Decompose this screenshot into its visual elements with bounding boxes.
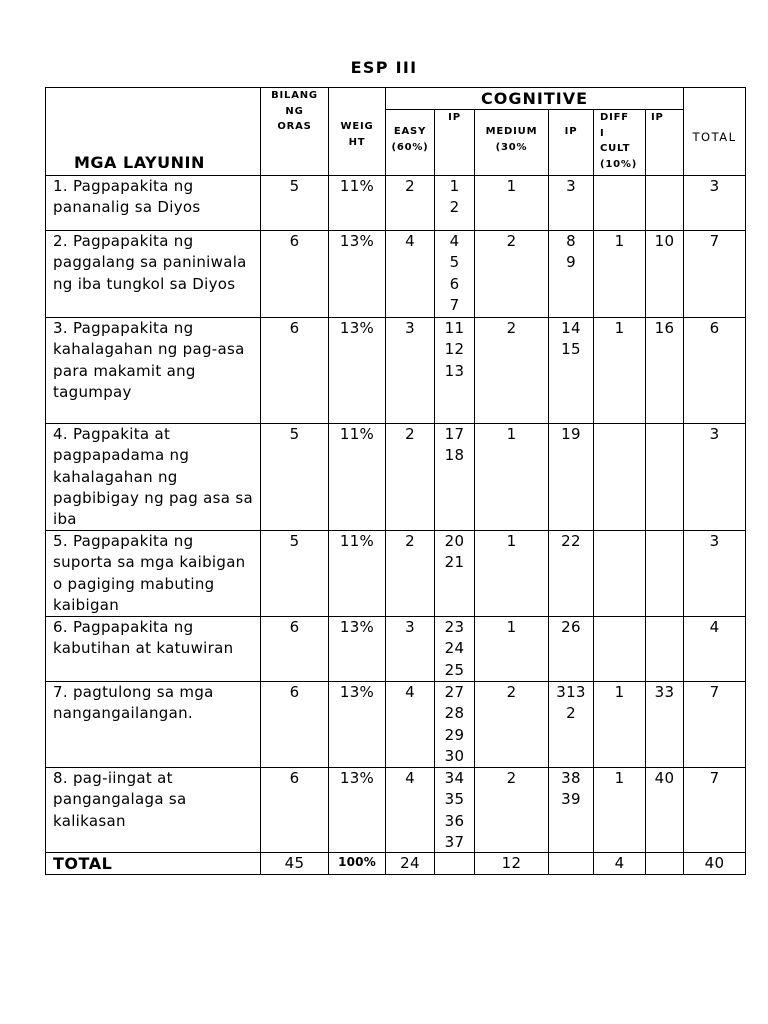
cell-easy: 2 (386, 531, 434, 616)
header-weight: WEIG HT (329, 88, 385, 175)
cell-weight: 11% (329, 531, 385, 616)
cell-difficult-ip: 16 (646, 318, 683, 423)
cell-total: 7 (684, 768, 745, 852)
cell-total: 3 (684, 531, 745, 616)
cell-bilang-ng-oras: 6 (261, 617, 328, 681)
cell-weight: 11% (329, 424, 385, 530)
cell-weight: 13% (329, 768, 385, 852)
cell-total: 7 (684, 682, 745, 767)
cell-easy-ip: 20 21 (435, 531, 474, 616)
cell-medium: 1 (475, 531, 548, 616)
cell-bilang-ng-oras: 6 (261, 318, 328, 423)
cell-medium: 2 (475, 768, 548, 852)
cell-difficult-total: 4 (594, 853, 645, 874)
cell-easy-ip: 1 2 (435, 176, 474, 230)
cell-medium-ip: 26 (549, 617, 593, 681)
cell-easy: 2 (386, 176, 434, 230)
cell-bilang-ng-oras: 6 (261, 682, 328, 767)
cell-weight: 11% (329, 176, 385, 230)
cell-total: 3 (684, 424, 745, 530)
cell-medium: 2 (475, 682, 548, 767)
cell-easy: 4 (386, 231, 434, 317)
header-mga-layunin: MGA LAYUNIN (46, 88, 260, 175)
cell-total: 3 (684, 176, 745, 230)
cell-easy-total: 24 (386, 853, 434, 874)
cell-medium: 1 (475, 424, 548, 530)
cell-easy: 2 (386, 424, 434, 530)
cell-weight-total: 100% (329, 853, 385, 874)
cell-layunin: 5. Pagpapakita ng suporta sa mga kaibigan o pagiging mabuting kaibigan (46, 531, 260, 616)
header-difficult-ip: IP (646, 110, 683, 175)
cell-weight: 13% (329, 682, 385, 767)
cell-medium: 1 (475, 617, 548, 681)
cell-difficult: 1 (594, 318, 645, 423)
cell-difficult-ip (646, 176, 683, 230)
cell-layunin: 7. pagtulong sa mga nangangailangan. (46, 682, 260, 767)
cell-difficult-ip: 10 (646, 231, 683, 317)
header-easy: EASY (60%) (386, 110, 434, 175)
cell-total: 4 (684, 617, 745, 681)
cell-medium-ip: 313 2 (549, 682, 593, 767)
cell-bilang-ng-oras: 6 (261, 231, 328, 317)
cell-bilang-ng-oras: 5 (261, 424, 328, 530)
cell-layunin: 6. Pagpapakita ng kabutihan at katuwiran (46, 617, 260, 681)
cell-difficult: 1 (594, 231, 645, 317)
cell-difficult-ip (646, 617, 683, 681)
cell-medium-total: 12 (475, 853, 548, 874)
header-bilang-ng-oras: BILANG NG ORAS (261, 88, 328, 175)
cell-weight: 13% (329, 231, 385, 317)
cell-medium-ip: 38 39 (549, 768, 593, 852)
cell-layunin: 8. pag-iingat at pangangalaga sa kalikasan (46, 768, 260, 852)
document-title: ESP III (350, 58, 418, 77)
cell-easy: 3 (386, 318, 434, 423)
cell-layunin: 4. Pagpakita at pagpapadama ng kahalagahan ng pagbibigay ng pag asa sa iba (46, 424, 260, 530)
cell-medium-ip: 3 (549, 176, 593, 230)
cell-difficult-ip: 40 (646, 768, 683, 852)
cell-difficult-ip (646, 531, 683, 616)
cell-difficult: 1 (594, 768, 645, 852)
cell-difficult (594, 176, 645, 230)
cell-medium: 2 (475, 231, 548, 317)
cell-medium-ip: 8 9 (549, 231, 593, 317)
cell-medium-ip: 19 (549, 424, 593, 530)
cell-layunin: 1. Pagpapakita ng pananalig sa Diyos (46, 176, 260, 230)
cell-medium: 2 (475, 318, 548, 423)
cell-easy: 3 (386, 617, 434, 681)
header-difficult: DIFF I CULT (10%) (594, 110, 645, 175)
header-medium: MEDIUM (30% (475, 110, 548, 175)
cell-easy-ip: 23 24 25 (435, 617, 474, 681)
cell-easy: 4 (386, 768, 434, 852)
cell-weight: 13% (329, 617, 385, 681)
cell-easy-ip: 11 12 13 (435, 318, 474, 423)
cell-difficult (594, 531, 645, 616)
cell-difficult-ip (646, 424, 683, 530)
cell-difficult (594, 617, 645, 681)
cell-easy-ip: 34 35 36 37 (435, 768, 474, 852)
cell-easy-ip: 4 5 6 7 (435, 231, 474, 317)
cell-medium-ip: 22 (549, 531, 593, 616)
cell-layunin: 3. Pagpapakita ng kahalagahan ng pag-asa para makamit ang tagumpay (46, 318, 260, 423)
cell-bilang-ng-oras: 5 (261, 531, 328, 616)
cell-difficult (594, 424, 645, 530)
cell-easy-ip: 17 18 (435, 424, 474, 530)
cell-weight: 13% (329, 318, 385, 423)
cell-layunin: 2. Pagpapakita ng paggalang sa paniniwala ng iba tungkol sa Diyos (46, 231, 260, 317)
cell-total: 7 (684, 231, 745, 317)
cell-easy: 4 (386, 682, 434, 767)
cell-bilang-ng-oras-total: 45 (261, 853, 328, 874)
cell-difficult-ip: 33 (646, 682, 683, 767)
header-total: TOTAL (684, 88, 745, 175)
cell-bilang-ng-oras: 6 (261, 768, 328, 852)
header-medium-ip: IP (549, 110, 593, 175)
cell-easy-ip-total (435, 853, 474, 874)
cell-difficult: 1 (594, 682, 645, 767)
cell-difficult-ip-total (646, 853, 683, 874)
cell-bilang-ng-oras: 5 (261, 176, 328, 230)
cell-total: 6 (684, 318, 745, 423)
cell-medium: 1 (475, 176, 548, 230)
total-label: TOTAL (46, 853, 260, 874)
header-cognitive: COGNITIVE (386, 88, 683, 109)
cell-medium-ip: 14 15 (549, 318, 593, 423)
cell-easy-ip: 27 28 29 30 (435, 682, 474, 767)
cell-medium-ip-total (549, 853, 593, 874)
table-of-specifications (45, 87, 746, 875)
cell-grand-total: 40 (684, 853, 745, 874)
header-easy-ip: IP (435, 110, 474, 175)
